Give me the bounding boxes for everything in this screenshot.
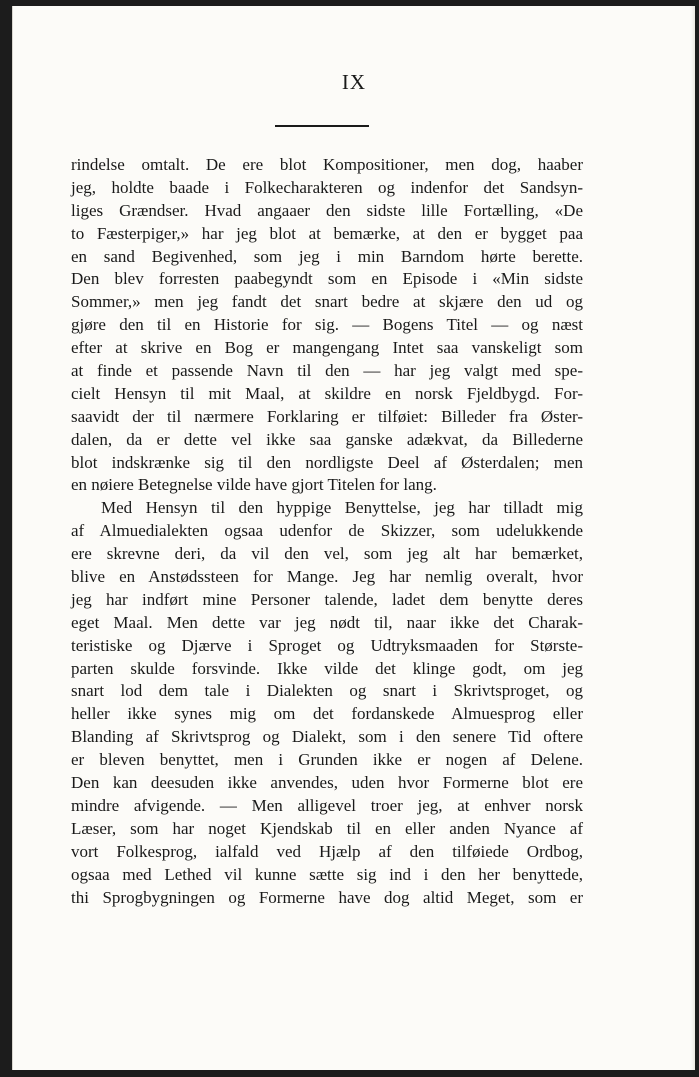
book-page bbox=[12, 6, 695, 1070]
text-line: efter at skrive en Bog er mangengang Intet saa vanskeligt som bbox=[71, 338, 583, 358]
text-line: liges Grændser. Hvad angaaer den sidste lille Fortælling, «De bbox=[71, 200, 583, 220]
text-line: saavidt der til nærmere Forklaring er tilføiet: Billeder fra Øster- bbox=[71, 406, 583, 426]
text-line: snart lod dem tale i Dialekten og snart i Skrivtsproget, og bbox=[71, 681, 583, 701]
page-number: IX bbox=[341, 70, 367, 94]
text-line: at finde et passende Navn til den — har jeg valgt med spe- bbox=[71, 361, 583, 381]
text-line: en sand Begivenhed, som jeg i min Barndom hørte berette. bbox=[71, 246, 583, 266]
text-line: dalen, da er dette vel ikke saa ganske adækvat, da Billederne bbox=[71, 429, 583, 449]
body-text bbox=[71, 154, 583, 909]
text-line: mindre afvigende. — Men alligevel troer jeg, at enhver norsk bbox=[71, 795, 583, 815]
text-line: gjøre den til en Historie for sig. — Bogens Titel — og næst bbox=[71, 315, 583, 335]
header-rule bbox=[275, 125, 369, 127]
text-line: vort Folkesprog, ialfald ved Hjælp af den tilføiede Ordbog, bbox=[71, 841, 583, 861]
text-line: parten skulde forsvinde. Ikke vilde det klinge godt, om jeg bbox=[71, 658, 583, 678]
text-line: teristiske og Djærve i Sproget og Udtryksmaaden for Største- bbox=[71, 635, 583, 655]
text-line: cielt Hensyn til mit Maal, at skildre en norsk Fjeldbygd. For- bbox=[71, 383, 583, 403]
text-line: Blanding af Skrivtsprog og Dialekt, som i den senere Tid oftere bbox=[71, 727, 583, 747]
text-line: blive en Anstødssteen for Mange. Jeg har nemlig overalt, hvor bbox=[71, 567, 583, 587]
text-line: eget Maal. Men dette var jeg nødt til, naar ikke det Charak- bbox=[71, 612, 583, 632]
text-line: heller ikke synes mig om det fordanskede Almuesprog eller bbox=[71, 704, 583, 724]
text-line: ogsaa med Lethed vil kunne sætte sig ind i den her benyttede, bbox=[71, 864, 583, 884]
page-edge bbox=[691, 6, 695, 1070]
text-line: jeg, holdte baade i Folkecharakteren og indenfor det Sandsyn- bbox=[71, 177, 583, 197]
text-line: thi Sprogbygningen og Formerne have dog altid Meget, som er bbox=[71, 887, 583, 907]
text-line: ere skrevne deri, da vil den vel, som jeg alt har bemærket, bbox=[71, 544, 583, 564]
text-line: rindelse omtalt. De ere blot Kompositioner, men dog, haaber bbox=[71, 155, 583, 174]
text-line: jeg har indført mine Personer talende, ladet dem benytte deres bbox=[71, 589, 583, 609]
text-line: Den blev forresten paabegyndt som en Episode i «Min sidste bbox=[71, 269, 583, 289]
text-line: blot indskrænke sig til den nordligste Deel af Østerdalen; men bbox=[71, 452, 583, 472]
text-line: Med Hensyn til den hyppige Benyttelse, jeg har tilladt mig bbox=[101, 498, 583, 518]
text-line: to Fæsterpiger,» har jeg blot at bemærke, at den er bygget paa bbox=[71, 223, 583, 243]
text-line: Læser, som har noget Kjendskab til en eller anden Nyance af bbox=[71, 818, 583, 838]
text-line: Sommer,» men jeg fandt det snart bedre at skjære den ud og bbox=[71, 292, 583, 312]
text-line: er bleven benyttet, men i Grunden ikke er nogen af Delene. bbox=[71, 750, 583, 770]
text-line: af Almuedialekten ogsaa udenfor de Skizzer, som udelukkende bbox=[71, 521, 583, 541]
text-line: Den kan deesuden ikke anvendes, uden hvor Formerne blot ere bbox=[71, 773, 583, 793]
text-line: en nøiere Betegnelse vilde have gjort Titelen for lang. bbox=[71, 475, 437, 495]
